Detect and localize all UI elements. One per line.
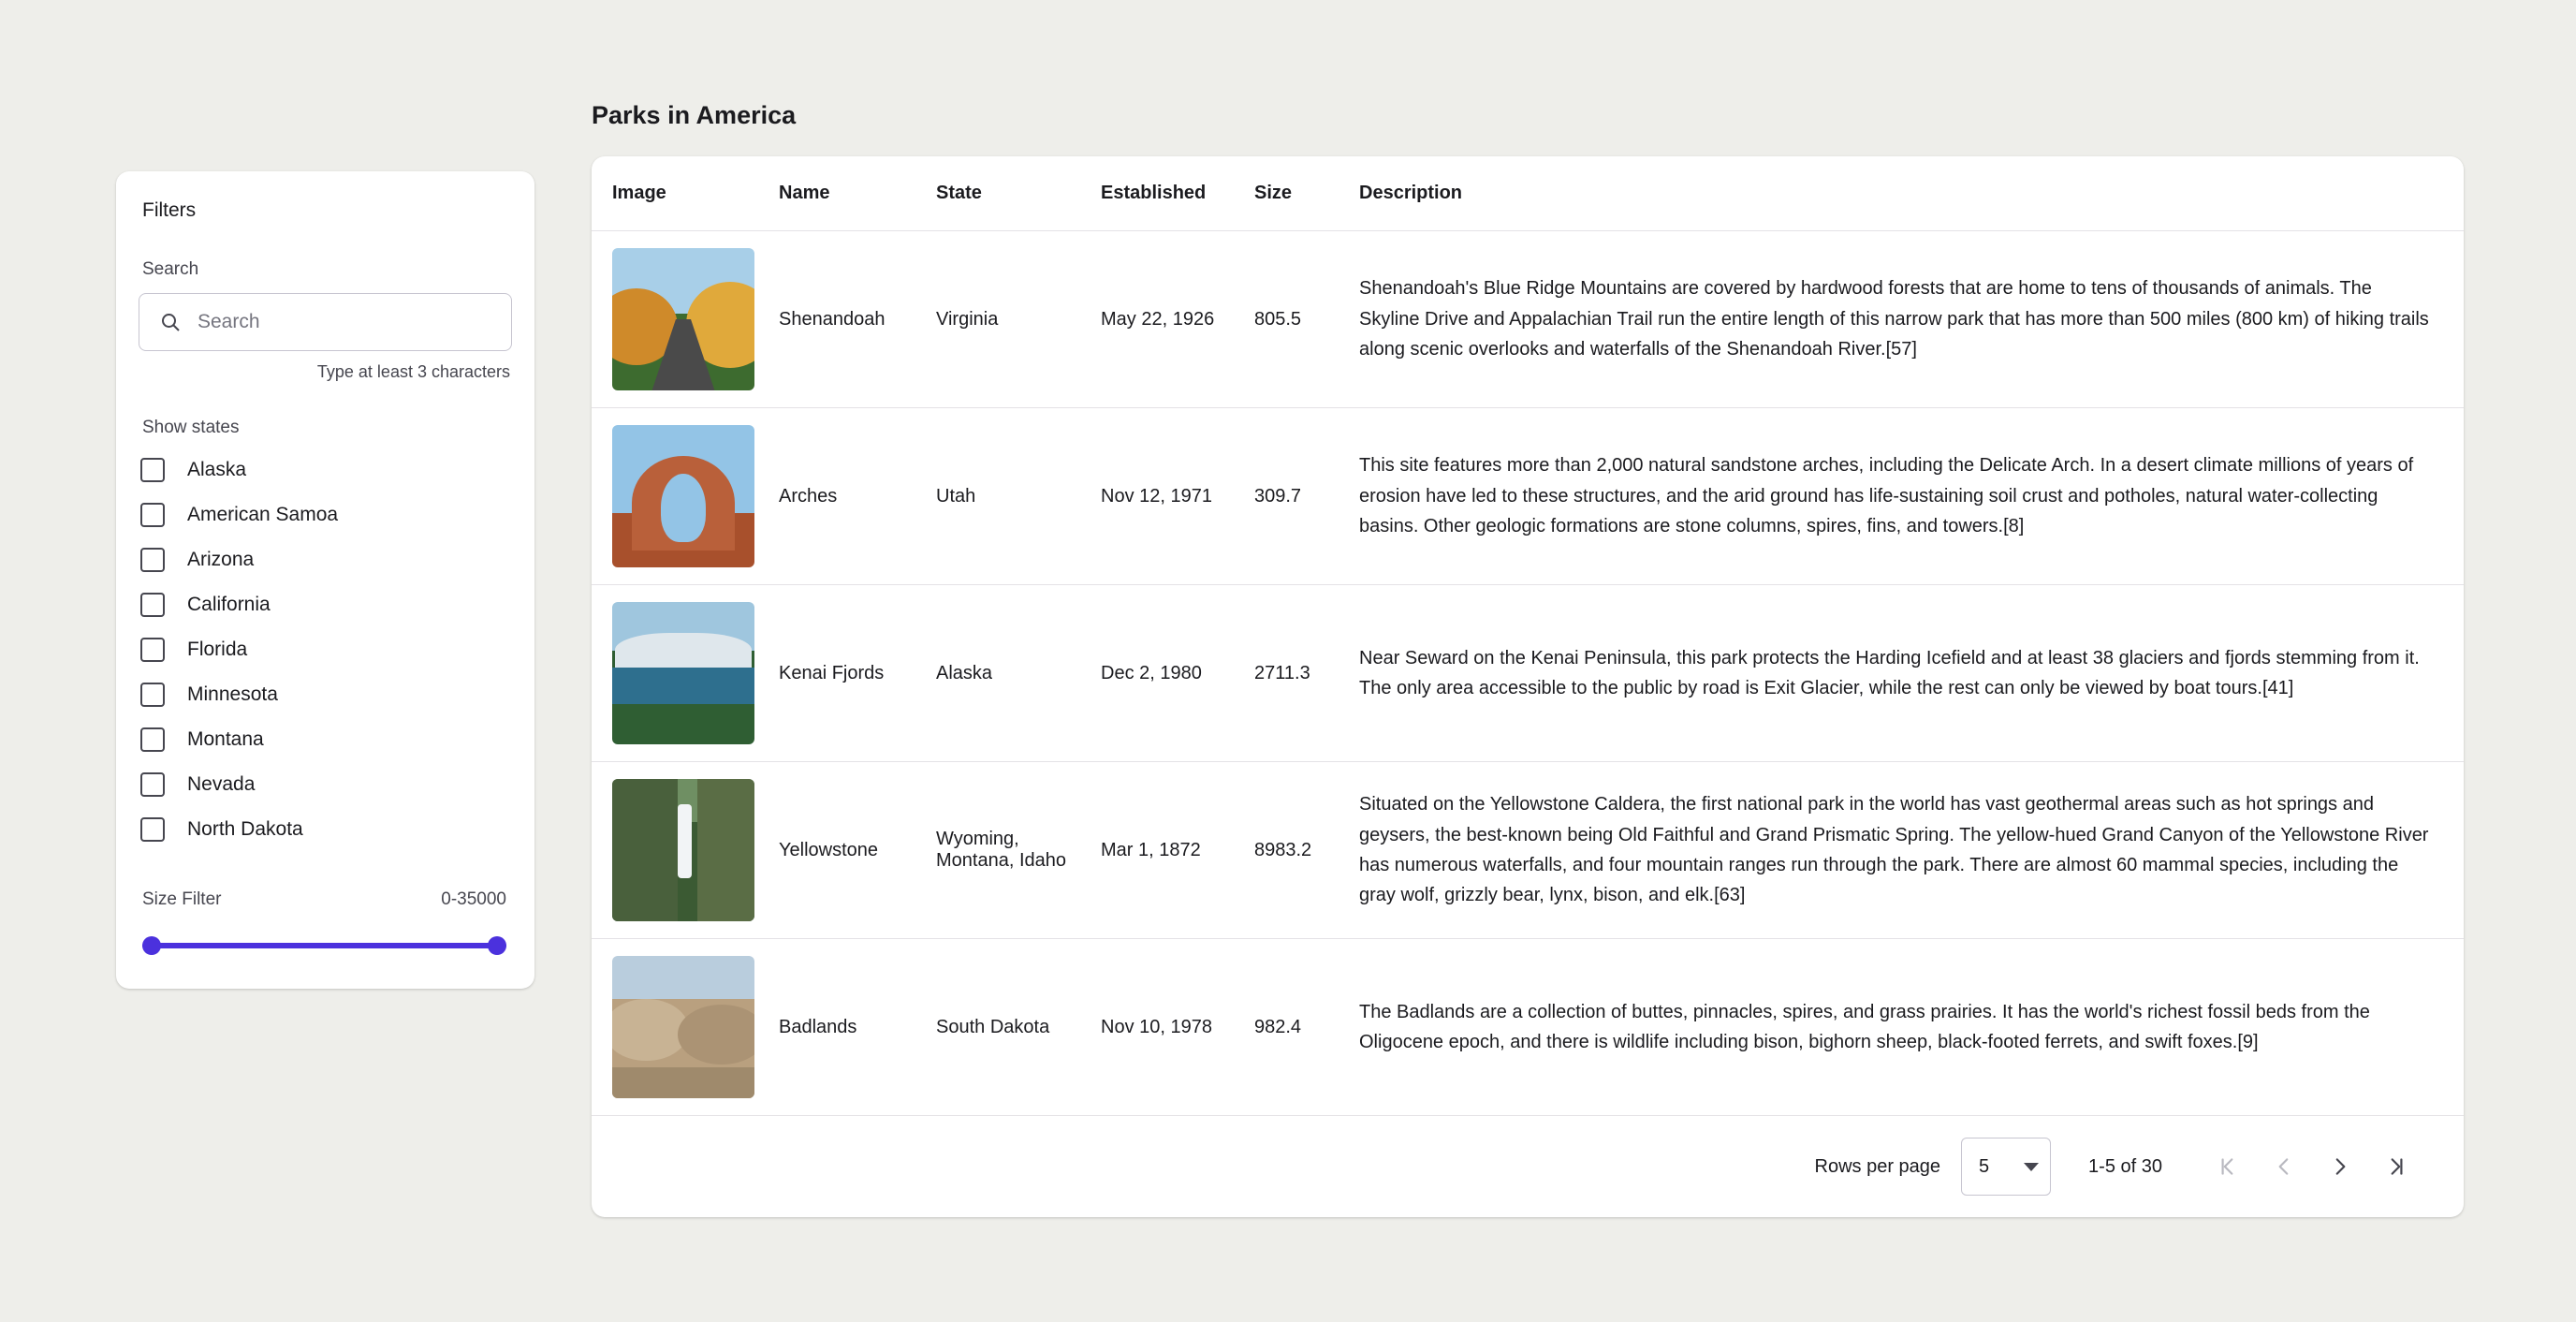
row-description: Near Seward on the Kenai Peninsula, this park protects the Harding Icefield and at least 38 glaciers and fjords stemming from it. The only area accessible to the public by road is Exit Glacier, while the rest can only be viewed by boat tours.[41] (1359, 585, 2464, 762)
checkbox-icon[interactable] (140, 727, 165, 752)
arches-thumbnail (612, 425, 754, 567)
size-filter-value: 0-35000 (441, 889, 506, 909)
search-hint: Type at least 3 characters (316, 362, 510, 381)
slider-thumb-max[interactable] (488, 936, 506, 955)
column-header-established[interactable]: Established (1101, 156, 1254, 231)
table-row[interactable] (592, 939, 2464, 1116)
row-established: Nov 12, 1971 (1101, 408, 1254, 585)
checkbox-icon[interactable] (140, 503, 165, 527)
state-checkbox-row[interactable] (116, 492, 534, 537)
checkbox-icon[interactable] (140, 458, 165, 482)
column-header-image[interactable]: Image (592, 156, 779, 231)
state-label: California (187, 594, 271, 615)
yellowstone-thumbnail (612, 779, 754, 921)
row-size: 8983.2 (1254, 762, 1359, 939)
state-checkbox-row[interactable] (116, 717, 534, 762)
row-image-cell (592, 408, 779, 585)
kenai-fjords-thumbnail (612, 602, 754, 744)
parks-table-card (592, 156, 2464, 1217)
table-row[interactable] (592, 585, 2464, 762)
state-checkbox-row[interactable] (116, 627, 534, 672)
row-image-cell (592, 585, 779, 762)
search-label: Search (142, 259, 199, 279)
row-name: Yellowstone (779, 762, 936, 939)
checkbox-icon[interactable] (140, 683, 165, 707)
badlands-thumbnail (612, 956, 754, 1098)
table-header-row (592, 156, 2464, 231)
size-filter-header (116, 852, 534, 910)
table-body (592, 231, 2464, 1116)
row-size: 805.5 (1254, 231, 1359, 408)
checkbox-icon[interactable] (140, 772, 165, 797)
next-page-icon (2328, 1154, 2352, 1179)
pagination-range-label: 1-5 of 30 (2088, 1155, 2162, 1177)
row-size: 2711.3 (1254, 585, 1359, 762)
row-name: Arches (779, 408, 936, 585)
state-checkbox-row[interactable] (116, 672, 534, 717)
state-label: Florida (187, 639, 248, 660)
row-size: 982.4 (1254, 939, 1359, 1116)
state-checkbox-row[interactable] (116, 537, 534, 582)
row-state: South Dakota (936, 939, 1101, 1116)
table-row[interactable] (592, 231, 2464, 408)
state-label: American Samoa (187, 504, 339, 525)
state-checkbox-row[interactable] (116, 582, 534, 627)
row-established: May 22, 1926 (1101, 231, 1254, 408)
filters-title: Filters (142, 199, 197, 221)
row-size: 309.7 (1254, 408, 1359, 585)
first-page-button[interactable] (2200, 1138, 2256, 1195)
row-name: Badlands (779, 939, 936, 1116)
row-state: Virginia (936, 231, 1101, 408)
search-field[interactable] (139, 293, 512, 351)
chevron-down-icon (2024, 1163, 2039, 1171)
column-header-description[interactable]: Description (1359, 156, 2464, 231)
size-filter-label: Size Filter (142, 889, 222, 909)
row-state: Alaska (936, 585, 1101, 762)
parks-table (592, 156, 2464, 1116)
first-page-icon (2216, 1154, 2240, 1179)
row-image-cell (592, 762, 779, 939)
checkbox-icon[interactable] (140, 548, 165, 572)
state-label: Arizona (187, 549, 255, 570)
row-image-cell (592, 231, 779, 408)
state-label: Montana (187, 728, 264, 750)
row-description: This site features more than 2,000 natural sandstone arches, including the Delicate Arch. In a desert climate millions of years of erosion have led to these structures, and the arid ground has life-sustaining soil crust and potholes, natural water-collecting basins. Other geologic formations are stone columns, spires, fins, and towers.[8] (1359, 408, 2464, 585)
page-title: Parks in America (592, 101, 797, 129)
column-header-state[interactable]: State (936, 156, 1101, 231)
state-label: Minnesota (187, 683, 278, 705)
size-filter-slider[interactable] (142, 936, 506, 955)
rows-per-page-select[interactable] (1961, 1138, 2051, 1196)
show-states-label: Show states (142, 418, 240, 437)
checkbox-icon[interactable] (140, 638, 165, 662)
state-label: Nevada (187, 773, 256, 795)
slider-track (142, 943, 506, 948)
rows-per-page-label: Rows per page (1814, 1155, 1941, 1177)
search-icon (154, 306, 186, 338)
row-description: Situated on the Yellowstone Caldera, the first national park in the world has vast geothermal areas such as hot springs and geysers, the best-known being Old Faithful and Grand Prismatic Spring. The yellow-hued Grand Canyon of the Yellowstone River has numerous waterfalls, and four mountain ranges run through the park. There are almost 60 mammal species, including the gray wolf, grizzly bear, lynx, bison, and elk.[63] (1359, 762, 2464, 939)
row-established: Nov 10, 1978 (1101, 939, 1254, 1116)
table-row[interactable] (592, 408, 2464, 585)
rows-per-page-value: 5 (1979, 1155, 1990, 1177)
state-checkbox-list (116, 448, 534, 852)
shenandoah-thumbnail (612, 248, 754, 390)
checkbox-icon[interactable] (140, 817, 165, 842)
filters-panel (116, 171, 534, 989)
row-established: Dec 2, 1980 (1101, 585, 1254, 762)
state-checkbox-row[interactable] (116, 807, 534, 852)
state-label: North Dakota (187, 818, 303, 840)
checkbox-icon[interactable] (140, 593, 165, 617)
previous-page-button[interactable] (2256, 1138, 2312, 1195)
slider-thumb-min[interactable] (142, 936, 161, 955)
row-state: Utah (936, 408, 1101, 585)
previous-page-icon (2272, 1154, 2296, 1179)
pagination-bar (592, 1116, 2464, 1217)
search-input[interactable] (186, 294, 511, 350)
row-description: The Badlands are a collection of buttes, pinnacles, spires, and grass prairies. It has the world's richest fossil beds from the Oligocene epoch, and there is wildlife including bison, bighorn sheep, black-footed ferrets, and swift foxes.[9] (1359, 939, 2464, 1116)
row-image-cell (592, 939, 779, 1116)
row-name: Kenai Fjords (779, 585, 936, 762)
last-page-button[interactable] (2368, 1138, 2424, 1195)
state-label: Alaska (187, 459, 247, 480)
next-page-button[interactable] (2312, 1138, 2368, 1195)
main-content (592, 101, 2464, 1217)
row-established: Mar 1, 1872 (1101, 762, 1254, 939)
row-state: Wyoming, Montana, Idaho (936, 762, 1101, 939)
last-page-icon (2384, 1154, 2408, 1179)
table-header (592, 156, 2464, 231)
table-row[interactable] (592, 762, 2464, 939)
row-name: Shenandoah (779, 231, 936, 408)
state-checkbox-row[interactable] (116, 762, 534, 807)
row-description: Shenandoah's Blue Ridge Mountains are covered by hardwood forests that are home to tens of thousands of animals. The Skyline Drive and Appalachian Trail run the entire length of this narrow park that has more than 500 miles (800 km) of hiking trails along scenic overlooks and waterfalls of the Shenandoah River.[57] (1359, 231, 2464, 408)
state-checkbox-row[interactable] (116, 448, 534, 492)
column-header-name[interactable]: Name (779, 156, 936, 231)
column-header-size[interactable]: Size (1254, 156, 1359, 231)
